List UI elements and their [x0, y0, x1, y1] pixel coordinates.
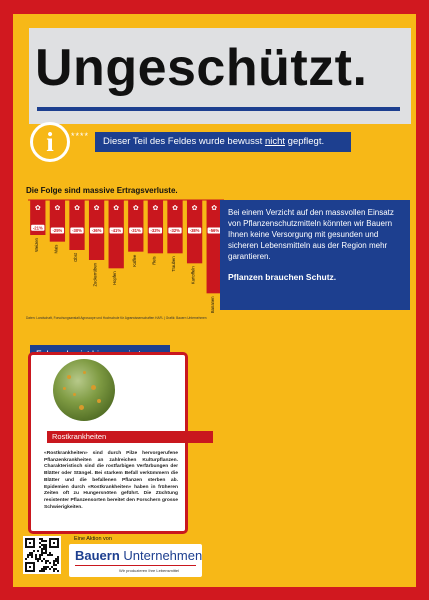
notice-text-end: gepflegt. — [285, 136, 325, 147]
title-box — [29, 28, 411, 124]
category-label: Hopfen — [112, 271, 118, 285]
logo-wordmark — [75, 548, 202, 563]
beet-icon: ✿ — [93, 205, 100, 212]
notice-emphasis: nicht — [264, 136, 286, 147]
logo-word-bauern: Bauern — [75, 548, 120, 563]
info-panel-text: Bei einem Verzicht auf den massvollen Einsatz von Pflanzenschutzmitteln könnten wir Bauern Ihnen keine Versorgung mit gesunden und sicheren Lebensmitteln aus der Region mehr garantieren. — [228, 208, 394, 261]
chart-title: Die Folge sind massive Ertragsverluste. — [26, 186, 178, 195]
value-label: -36% — [91, 228, 102, 233]
value-label: -25% — [52, 228, 63, 233]
coffee-icon: ✿ — [132, 205, 139, 212]
yield-loss-chart — [26, 194, 226, 318]
logo-word-unternehmen: Unternehmen — [123, 548, 203, 563]
value-label: -56% — [209, 228, 220, 233]
notice-text-start: Dieser Teil des Feldes wurde bewusst — [103, 136, 265, 147]
rust-leaf-photo — [53, 359, 115, 421]
poster-body — [13, 14, 416, 587]
hops-icon: ✿ — [113, 205, 120, 212]
wheat-icon: ✿ — [34, 205, 41, 212]
value-label: -32% — [150, 228, 161, 233]
logo-divider — [75, 565, 196, 566]
category-label: Bananen — [210, 296, 216, 314]
disease-card — [28, 352, 188, 534]
grapes-icon: ✿ — [172, 205, 178, 212]
logo-tagline: Wir produzieren Ihre Lebensmittel — [119, 568, 180, 573]
category-label: Kaffee — [131, 254, 137, 267]
potato-icon: ✿ — [191, 205, 198, 212]
title-underline — [37, 107, 400, 111]
qr-code[interactable] — [23, 536, 61, 574]
corn-icon: ✿ — [54, 205, 61, 212]
info-panel — [220, 200, 410, 310]
value-label: -31% — [130, 228, 141, 233]
bauern-unternehmen-logo — [69, 544, 202, 577]
disease-label: Rostkrankheiten — [47, 431, 213, 443]
category-label: Zuckerrüben — [92, 263, 98, 287]
value-label: -30% — [72, 228, 82, 233]
info-panel-claim: Pflanzen brauchen Schutz. — [228, 272, 337, 282]
category-label: Obst — [73, 253, 78, 262]
rice-icon: ✿ — [152, 205, 159, 212]
category-label: Mais — [53, 244, 59, 254]
category-label: Kartoffeln — [190, 266, 196, 285]
value-label: -32% — [170, 228, 180, 233]
poster-title: Ungeschützt. — [35, 39, 368, 97]
value-label: -41% — [111, 228, 122, 233]
category-label: Weizen — [33, 238, 39, 252]
chart-source: Daten: Landschaft, Forschungsanstalt Agroscope und Hochschule für Agrarwissenschaften HAFL | Grafik: Bauern Unternehmen — [26, 316, 207, 320]
category-label: Reis — [151, 256, 157, 265]
value-label: -38% — [189, 228, 200, 233]
aktion-label: Eine Aktion von — [74, 536, 112, 542]
value-label: -21% — [32, 225, 43, 231]
disease-description: «Rostkrankheiten» sind durch Pilze hervorgerufene Pflanzenkrankheiten an zahlreichen Kulturpflanzen. Charakteristisch sind die rostfarbigen Verfärbungen der Blätter oder Stängel. Bei starkem Befall verkümmern die Blätter und die befallenen Pflanzen sterben ab. Epidemien durch «Rostkrankheiten» haben in früheren Zeiten oft zu Hungersnöten geführt. Die Züchtung resistenter Pflanzensorten bereitet den Forschern grosse Schwierigkeiten. — [44, 451, 178, 510]
info-stars: **** — [71, 131, 90, 141]
notice-banner — [95, 132, 351, 152]
apple-icon: ✿ — [74, 205, 80, 212]
category-label: Trauben — [171, 256, 176, 272]
info-icon: i — [30, 122, 70, 162]
banana-icon: ✿ — [211, 205, 218, 212]
